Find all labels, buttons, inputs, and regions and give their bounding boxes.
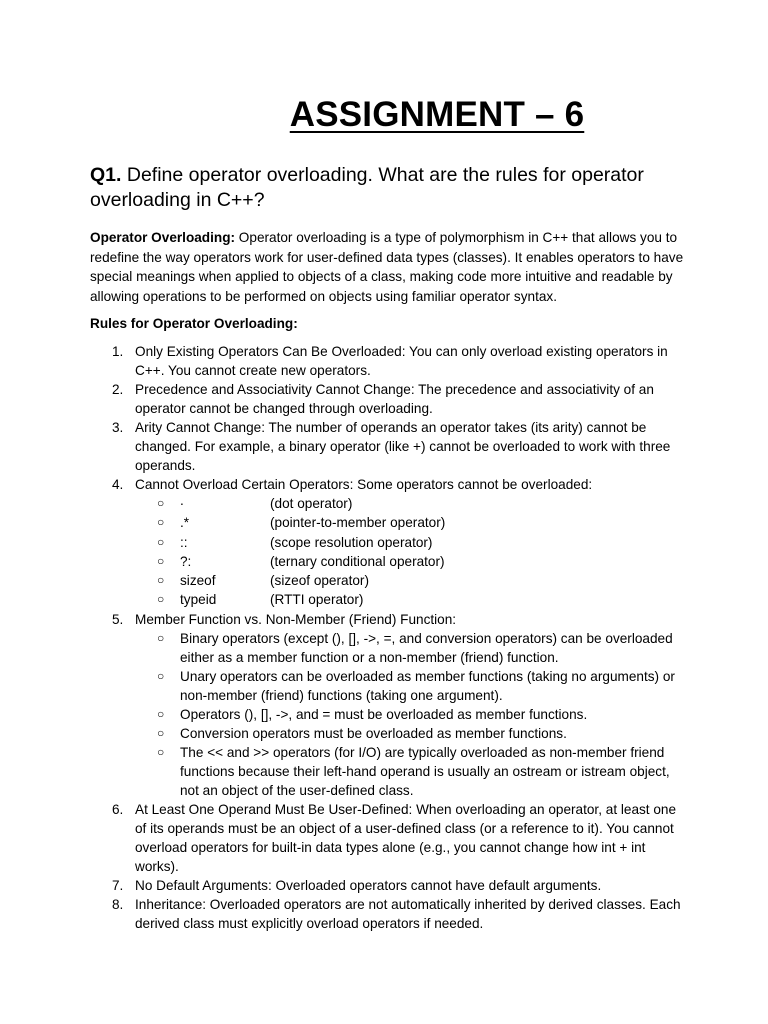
rule-text: Arity Cannot Change: The number of operands an operator takes (its arity) cannot be changed. For example, a binary operator (like +) cannot be overloaded to work with three operands. bbox=[135, 420, 671, 473]
rule-number: 2. bbox=[112, 382, 124, 397]
rule-item bbox=[90, 800, 690, 876]
rule-number: 1. bbox=[112, 344, 124, 359]
definition-text: Operator overloading is a type of polymorphism in C++ that allows you to redefine the way operators work for user-defined data types (classes). It enables operators to have special meanings when applied to objects of a class, making code more intuitive and readable by allowing operations to be performed on objects using familiar operator syntax. bbox=[90, 230, 684, 304]
rules-heading: Rules for Operator Overloading: bbox=[90, 316, 298, 331]
rule-number: 4. bbox=[112, 477, 124, 492]
rule-item bbox=[90, 342, 690, 380]
operator-description: (dot operator) bbox=[270, 496, 353, 511]
operator-description: (RTTI operator) bbox=[270, 592, 364, 608]
point-item bbox=[135, 705, 690, 724]
operator-symbol: .* bbox=[180, 515, 190, 531]
operator-item bbox=[135, 571, 690, 590]
rule-item bbox=[90, 475, 690, 610]
circle-bullet-icon: ○ bbox=[157, 668, 165, 683]
rule-item bbox=[90, 876, 690, 895]
operator-symbol: typeid bbox=[180, 592, 217, 608]
point-item bbox=[135, 743, 690, 800]
definition-lead: Operator Overloading: bbox=[90, 230, 236, 245]
rule-text: Cannot Overload Certain Operators: Some operators cannot be overloaded: bbox=[135, 477, 593, 492]
rule-item bbox=[90, 895, 690, 933]
operator-item bbox=[135, 494, 690, 513]
rule-item bbox=[90, 418, 690, 475]
operator-symbol: :: bbox=[180, 534, 188, 550]
operator-item bbox=[135, 533, 690, 552]
circle-bullet-icon: ○ bbox=[157, 573, 165, 588]
question-1 bbox=[90, 163, 690, 213]
rule-number: 8. bbox=[112, 896, 124, 912]
operator-item bbox=[135, 513, 690, 532]
rule-text: Precedence and Associativity Cannot Change: The precedence and associativity of an operator cannot be changed through overloading. bbox=[135, 382, 654, 416]
operator-item bbox=[135, 590, 690, 609]
point-text: The << and >> operators (for I/O) are typically overloaded as non-member friend functions because their left-hand operand is usually an ostream or istream object, not an object of the user-defined class. bbox=[180, 744, 670, 798]
point-text: Conversion operators must be overloaded as member functions. bbox=[180, 725, 567, 741]
circle-bullet-icon: ○ bbox=[157, 515, 165, 530]
circle-bullet-icon: ○ bbox=[157, 725, 165, 740]
rule-text: Only Existing Operators Can Be Overloaded: You can only overload existing operators in C++. You cannot create new operators. bbox=[135, 344, 668, 378]
question-text: Define operator overloading. What are the rules for operator overloading in C++? bbox=[90, 164, 644, 211]
operator-item bbox=[135, 552, 690, 571]
circle-bullet-icon: ○ bbox=[157, 553, 165, 568]
assignment-title: ASSIGNMENT – 6 bbox=[289, 95, 585, 134]
rule-item bbox=[90, 610, 690, 800]
non-overloadable-operators-list bbox=[135, 494, 690, 610]
circle-bullet-icon: ○ bbox=[157, 534, 165, 549]
rule-number: 5. bbox=[112, 611, 124, 627]
operator-description: (sizeof operator) bbox=[270, 573, 369, 589]
rules-list bbox=[90, 342, 690, 933]
operator-symbol: ?: bbox=[180, 553, 192, 569]
point-text: Unary operators can be overloaded as member functions (taking no arguments) or non-member (friend) functions (taking one argument). bbox=[180, 668, 675, 703]
point-item bbox=[135, 629, 690, 667]
operator-symbol: . bbox=[180, 493, 184, 508]
circle-bullet-icon: ○ bbox=[157, 630, 165, 645]
definition-paragraph bbox=[90, 228, 690, 306]
operator-description: (ternary conditional operator) bbox=[270, 553, 445, 569]
point-item bbox=[135, 667, 690, 705]
question-number: Q1. bbox=[90, 164, 122, 186]
member-function-points-list bbox=[135, 629, 690, 800]
rule-text: Inheritance: Overloaded operators are not automatically inherited by derived classes. Each derived class must explicitly overload operators if needed. bbox=[135, 896, 681, 931]
circle-bullet-icon: ○ bbox=[157, 706, 165, 721]
point-text: Binary operators (except (), [], ->, =, and conversion operators) can be overloaded either as a member function or a non-member (friend) function. bbox=[180, 630, 673, 665]
operator-description: (scope resolution operator) bbox=[270, 534, 433, 550]
point-text: Operators (), [], ->, and = must be overloaded as member functions. bbox=[180, 706, 588, 722]
operator-description: (pointer-to-member operator) bbox=[270, 515, 446, 531]
rule-text: At Least One Operand Must Be User-Defined: When overloading an operator, at least one of its operands must be an object of a user-defined class (or a reference to it). You cannot overload operators for built-in data types alone (e.g., you cannot change how int + int works). bbox=[135, 801, 677, 874]
point-item bbox=[135, 724, 690, 743]
rule-text: Member Function vs. Non-Member (Friend) Function: bbox=[135, 611, 457, 627]
rule-number: 7. bbox=[112, 877, 124, 893]
rule-number: 3. bbox=[112, 420, 124, 435]
circle-bullet-icon: ○ bbox=[157, 592, 165, 607]
rule-item bbox=[90, 380, 690, 418]
circle-bullet-icon: ○ bbox=[157, 496, 165, 510]
circle-bullet-icon: ○ bbox=[157, 744, 165, 759]
operator-symbol: sizeof bbox=[180, 573, 216, 589]
rule-number: 6. bbox=[112, 801, 124, 817]
rule-text: No Default Arguments: Overloaded operators cannot have default arguments. bbox=[135, 877, 602, 893]
